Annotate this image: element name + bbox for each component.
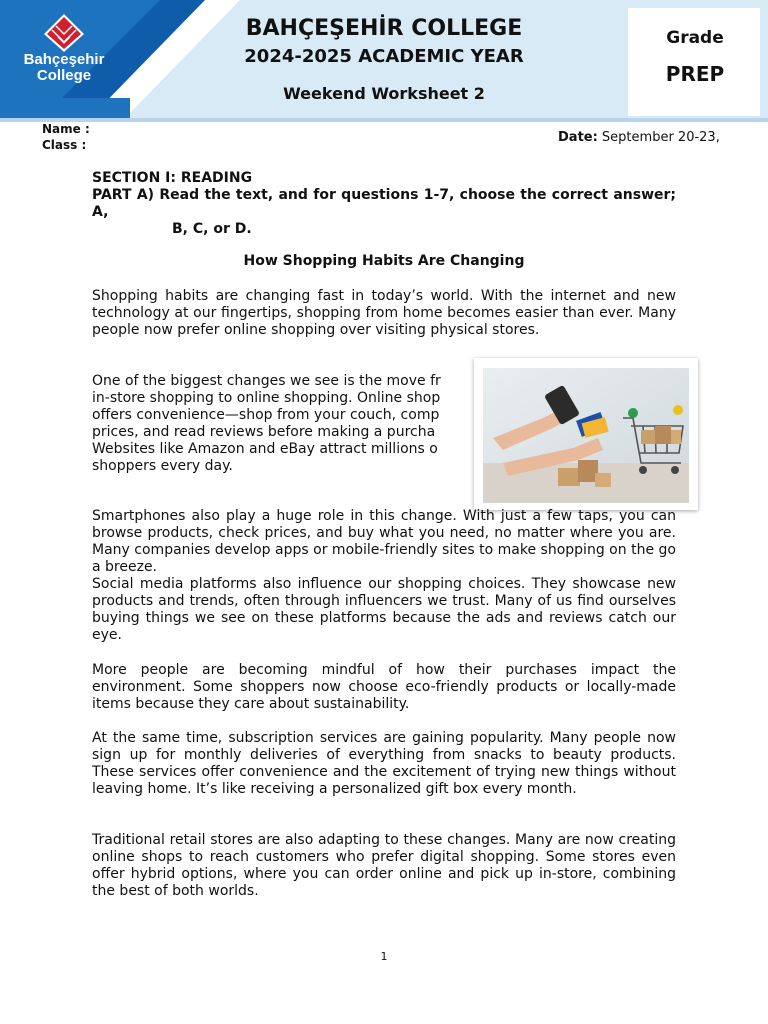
school-logo	[14, 12, 114, 92]
paragraph-2-line: One of the biggest changes we see is the move fr	[92, 373, 441, 389]
paragraph-4: Social media platforms also influence our shopping choices. They showcase new products and trends, often through influencers we trust. Many of us find ourselves buying things we see on these platforms because the ads and reviews catch our eye.	[92, 576, 676, 643]
paragraph-2-line: shoppers every day.	[92, 458, 233, 474]
part-a-instruction: PART A) Read the text, and for questions 1-7, choose the correct answer; A,	[92, 187, 676, 220]
name-field-label: Name :	[42, 122, 90, 136]
paragraph-2-line: Websites like Amazon and eBay attract millions o	[92, 441, 438, 457]
header-banner	[0, 0, 768, 122]
logo-text-line1: Bahçeşehir	[23, 51, 105, 68]
page-number: 1	[380, 950, 388, 963]
shopping-photo	[474, 358, 698, 510]
header-blue-base	[0, 98, 130, 120]
paragraph-5: More people are becoming mindful of how their purchases impact the environment. Some shoppers now choose eco-friendly products or locally-made items because they care about sustainability.	[92, 662, 676, 712]
paragraph-6: At the same time, subscription services are gaining popularity. Many people now sign up for monthly deliveries of everything from snacks to beauty products. These services offer convenience and the excitement of trying new things without leaving home. It’s like receiving a personalized gift box every month.	[92, 730, 676, 797]
grade-value: PREP	[665, 62, 725, 86]
paragraph-7: Traditional retail stores are also adapting to these changes. Many are now creating online shops to reach customers who prefer digital shopping. Some stores even offer hybrid options, where you can order online and pick up in-store, combining the best of both worlds.	[92, 832, 676, 899]
academic-year: 2024-2025 ACADEMIC YEAR	[244, 46, 524, 67]
header-divider	[0, 118, 768, 122]
logo-text-line2: College	[36, 67, 92, 84]
paragraph-2-line: prices, and read reviews before making a purcha	[92, 424, 436, 440]
date-label: Date:	[558, 130, 598, 145]
worksheet-title: Weekend Worksheet 2	[283, 84, 485, 103]
grade-label: Grade	[666, 28, 724, 48]
date-field	[558, 130, 720, 145]
paragraph-2-line: in-store shopping to online shopping. Online shop	[92, 390, 441, 406]
class-field-label: Class :	[42, 138, 87, 152]
paragraph-2-line: offers convenience—shop from your couch, comp	[92, 407, 440, 423]
reading-title: How Shopping Habits Are Changing	[243, 253, 525, 269]
section-heading: SECTION I: READING	[92, 170, 253, 186]
paragraph-3: Smartphones also play a huge role in this change. With just a few taps, you can browse products, check prices, and buy what you need, no matter where you are. Many companies develop apps or mobile-friendly sites to make shopping on the go a breeze.	[92, 508, 676, 575]
paragraph-1: Shopping habits are changing fast in today’s world. With the internet and new technology at our fingertips, shopping from home becomes easier than ever. Many people now prefer online shopping over visiting physical stores.	[92, 288, 676, 338]
logo-emblem-icon	[14, 12, 114, 52]
paragraph-2	[92, 373, 482, 475]
online-shopping-image	[483, 368, 689, 503]
date-value: September 20-23,	[597, 130, 720, 145]
part-a-instruction-cont: B, C, or D.	[172, 221, 252, 237]
school-name: BAHÇEŞEHİR COLLEGE	[245, 16, 523, 41]
